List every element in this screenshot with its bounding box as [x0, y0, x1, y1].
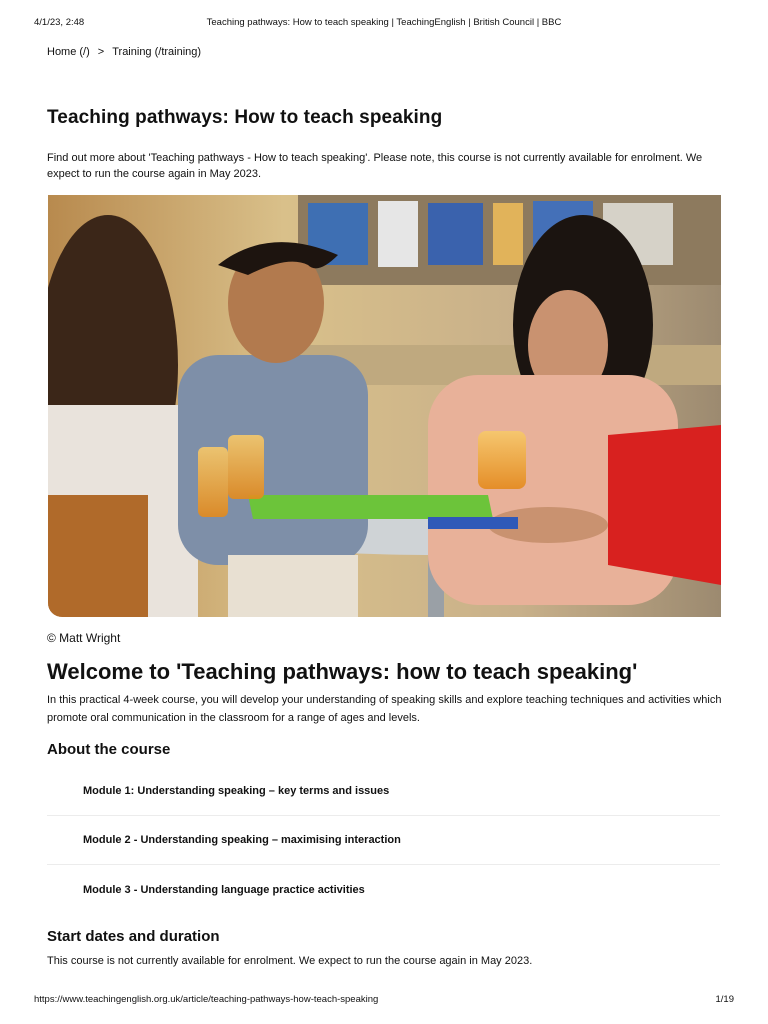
- page-title: Teaching pathways: How to teach speaking: [47, 107, 443, 128]
- intro-paragraph: Find out more about 'Teaching pathways - How to teach speaking'. Please note, this course is not currently available for enrolment. We expect to run the course again in May 2023.: [47, 152, 703, 180]
- welcome-paragraph: In this practical 4-week course, you will develop your understanding of speaking skills and explore teaching techniques and activities which promote oral communication in the classroom for a range of ages and levels.: [47, 694, 722, 724]
- print-url: https://www.teachingenglish.org.uk/article/teaching-pathways-how-teach-speaking: [34, 994, 379, 1005]
- breadcrumb-home-link[interactable]: Home (/): [47, 46, 90, 58]
- print-datetime: 4/1/23, 2:48: [34, 17, 85, 28]
- module-item-2[interactable]: Module 2 - Understanding speaking – maximising interaction: [47, 816, 720, 865]
- welcome-heading: Welcome to 'Teaching pathways: how to teach speaking': [47, 659, 638, 684]
- breadcrumb-training-link[interactable]: Training (/training): [112, 46, 202, 58]
- start-dates-heading: Start dates and duration: [47, 928, 220, 945]
- print-page-count: 1/19: [715, 994, 734, 1005]
- module-list: [47, 767, 720, 914]
- cafe-students-photo: [48, 195, 721, 617]
- print-header: [34, 17, 734, 29]
- image-credit: © Matt Wright: [47, 631, 121, 645]
- hero-image: [48, 195, 721, 617]
- module-item-3[interactable]: Module 3 - Understanding language practice activities: [83, 883, 365, 896]
- breadcrumb-separator: >: [97, 46, 105, 58]
- module-item-1[interactable]: Module 1: Understanding speaking – key terms and issues: [47, 767, 720, 816]
- start-dates-paragraph: This course is not currently available for enrolment. We expect to run the course again in May 2023.: [47, 955, 533, 967]
- breadcrumb: [47, 46, 201, 58]
- about-course-heading: About the course: [47, 741, 171, 758]
- print-page-title: Teaching pathways: How to teach speaking | TeachingEnglish | British Council | BBC: [206, 17, 562, 28]
